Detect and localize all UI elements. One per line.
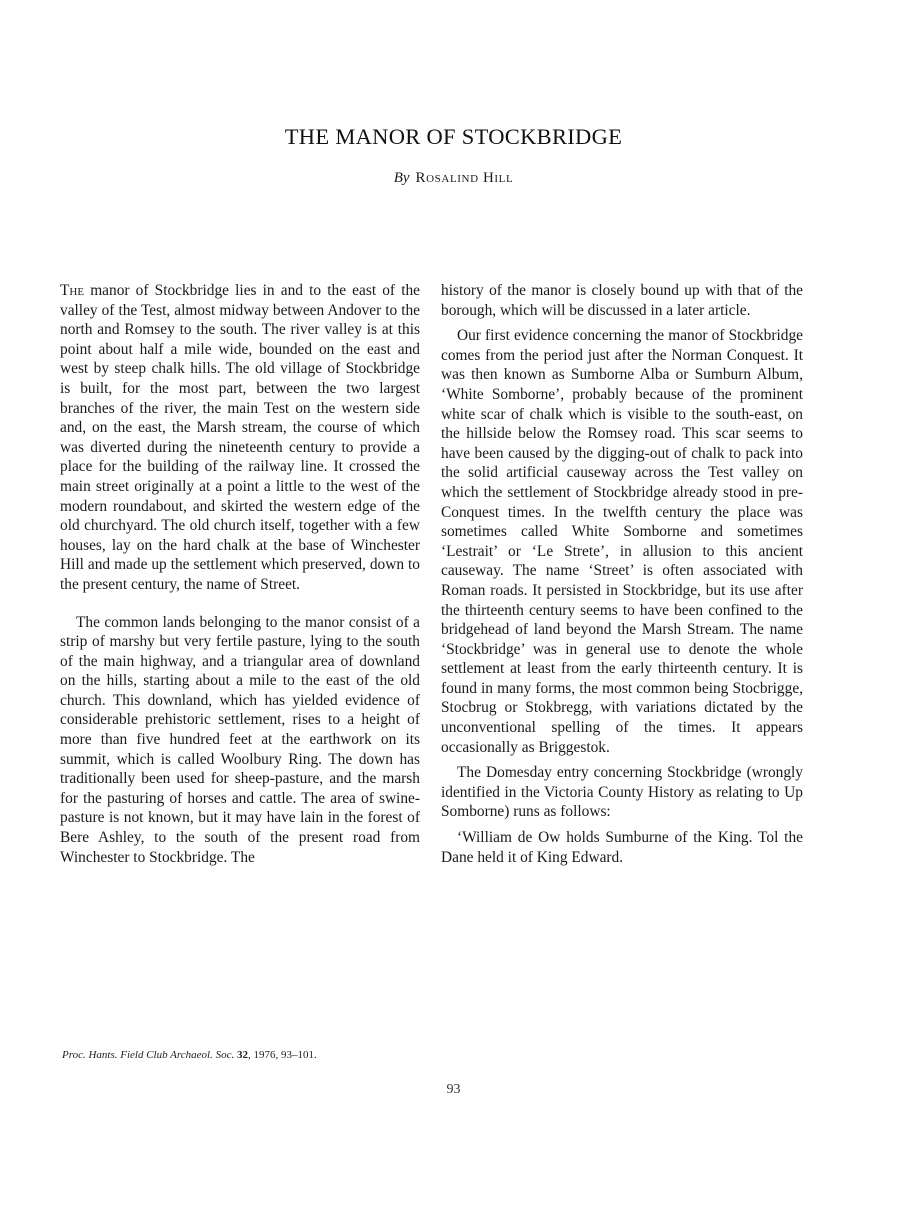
journal-volume: 32 bbox=[236, 1049, 248, 1061]
article-title: THE MANOR OF STOCKBRIDGE bbox=[284, 124, 623, 149]
right-paragraph-4: ‘William de Ow holds Sumburne of the King. Tol the Dane held it of King Edward. bbox=[441, 829, 803, 866]
journal-name: Proc. Hants. Field Club Archaeol. Soc. bbox=[62, 1049, 235, 1061]
right-paragraph-3: The Domesday entry concerning Stockbridge (wrongly identified in the Victoria County History as relating to Up Somborne) runs as follows: bbox=[441, 764, 803, 821]
journal-year-pages: , 1976, 93–101. bbox=[247, 1049, 317, 1061]
right-column bbox=[441, 281, 803, 867]
byline bbox=[0, 170, 907, 187]
left-paragraph-2: The common lands belonging to the manor consist of a strip of marshy but very fertile pasture, lying to the south of the main highway, and a triangular area of downland on the hills, starting about a mile to the east of the old church. This downland, which has yielded evidence of considerable prehistoric settlement, rises to a height of more than five hundred feet at the earthwork on its summit, which is called Woolbury Ring. The down has traditionally been used for sheep-pasture, and the marsh for the pasturing of horses and cattle. The area of swine-pasture is not known, but it may have lain in the forest of Bere Ashley, to the south of the present road from Winchester to Stockbridge. The bbox=[60, 613, 420, 866]
left-paragraph-1 bbox=[60, 281, 420, 595]
left-paragraph-1-text: manor of Stockbridge lies in and to the east of the valley of the Test, almost midway between Andover to the north and Romsey to the south. The river valley is at this point about half a mile wide, bounded on the east and west by steep chalk hills. The old village of Stockbridge is built, for the most part, between the two largest branches of the river, the main Test on the western side and, on the east, the Marsh stream, the course of which was diverted during the nineteenth century to provide a place for the building of the railway line. It crossed the main street originally at a point a little to the west of the modern roundabout, and skirted the western edge of the old churchyard. The old church itself, together with a few houses, lay on the hard chalk at the base of Winchester Hill and made up the settlement which preserved, down to the present century, the name of Street. bbox=[60, 282, 420, 593]
right-paragraph-2: Our first evidence concerning the manor of Stockbridge comes from the period just after the Norman Conquest. It was then known as Sumborne Alba or Sumburn Album, ‘White Somborne’, probably because of the prominent white scar of chalk which is visible to the south-east, on the hillside below the Romsey road. This scar seems to have been caused by the digging-out of chalk to pack into the solid artificial causeway across the Test valley on which the settlement of Stockbridge already stood in pre-Conquest times. In the twelfth century the place was sometimes called White Somborne and sometimes ‘Lestrait’ or ‘Le Strete’, in allusion to this ancient causeway. The name ‘Street’ is often associated with Roman roads. It persisted in Stockbridge, but its use after the thirteenth century seems to have been confined to the bridgehead of land beyond the Marsh Stream. The name ‘Stockbridge’ was in general use to denote the whole settlement at least from the early thirteenth century. It is found in many forms, the most common being Stocbrigge, Stocbrug or Stokbregg, with variations dictated by the unconventional spelling of the times. It appears occasionally as Briggestok. bbox=[441, 327, 803, 756]
author-name: Rosalind Hill bbox=[415, 170, 514, 186]
left-column bbox=[60, 281, 420, 867]
byline-by: By bbox=[393, 170, 410, 186]
right-paragraph-1: history of the manor is closely bound up with that of the borough, which will be discussed in a later article. bbox=[441, 282, 803, 319]
page-number: 93 bbox=[446, 1082, 461, 1097]
opening-word: The bbox=[60, 282, 85, 299]
citation-footer bbox=[62, 1049, 317, 1061]
